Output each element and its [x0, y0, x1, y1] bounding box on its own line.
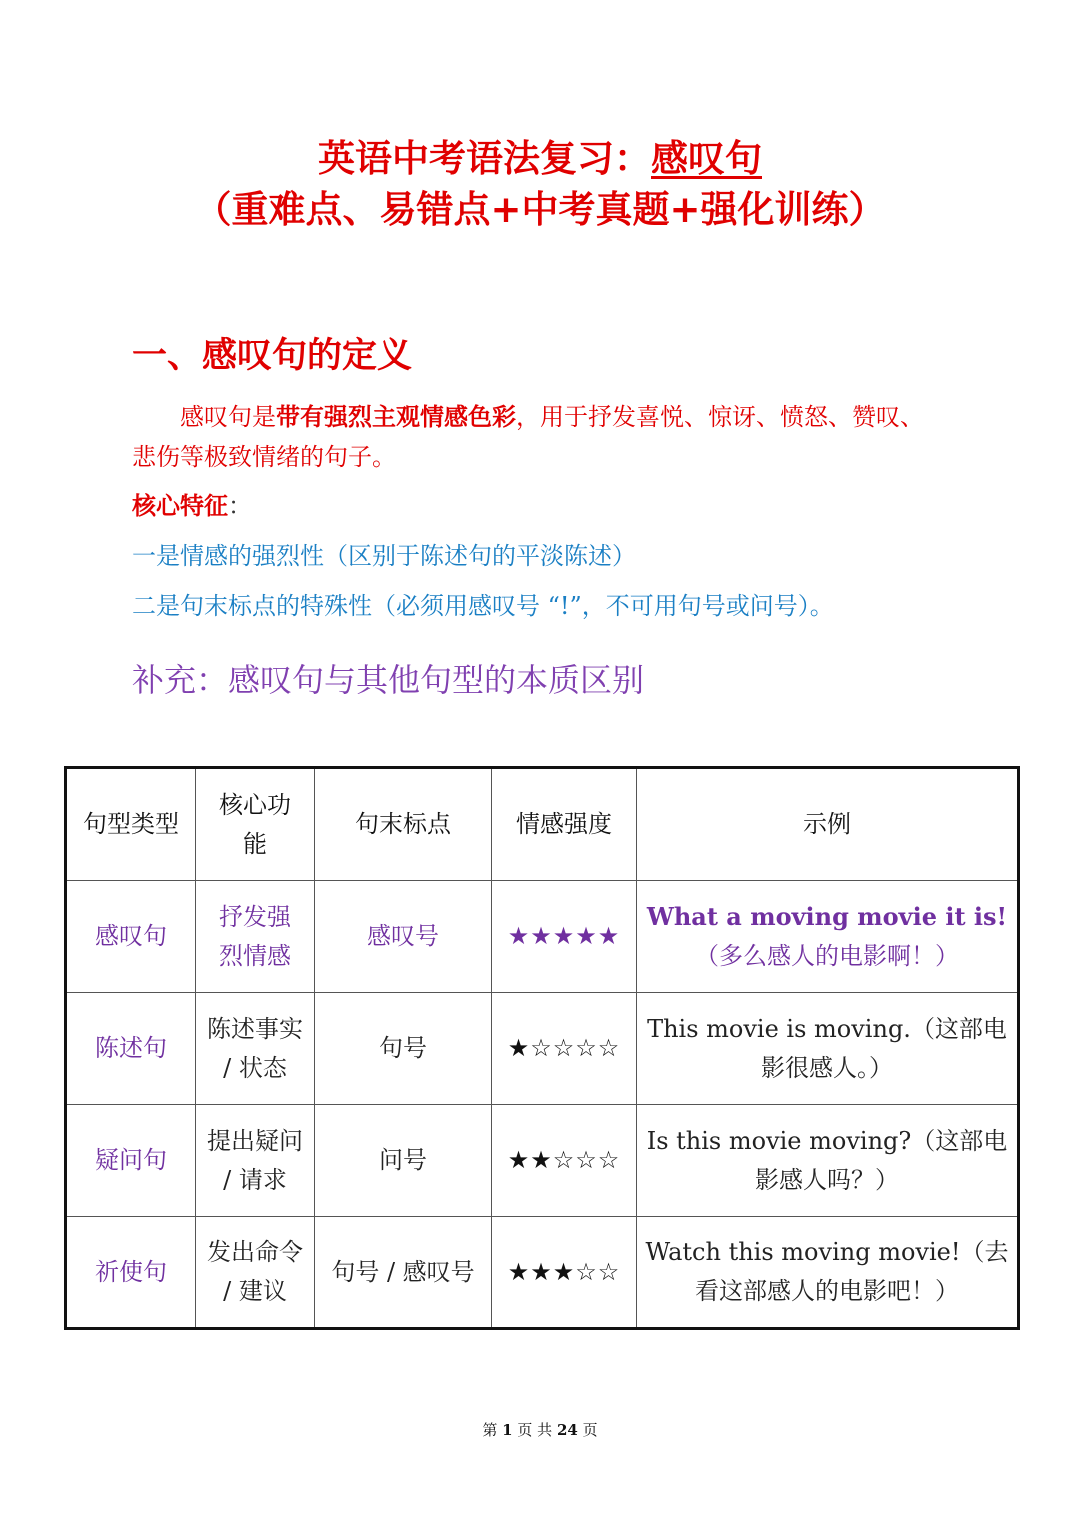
header-cell: 核心功能: [196, 768, 315, 881]
sentence-type-comparison-table: [64, 766, 1020, 1330]
table-row: [66, 1217, 1019, 1329]
page-subtitle: （重难点、易错点+中考真题+强化训练）: [194, 188, 886, 231]
empty-stars: ☆☆☆: [552, 1146, 621, 1174]
type-cell: 陈述句: [66, 993, 196, 1105]
type-cell: 祈使句: [66, 1217, 196, 1329]
filled-stars: ★★★★★: [507, 922, 621, 950]
example-chinese: （这部电影很感人。）: [761, 1014, 1007, 1082]
example-cell: [637, 1105, 1019, 1217]
definition-text-bold: 带有强烈主观情感色彩: [276, 402, 516, 431]
footer-total-pages: 24: [556, 1421, 578, 1439]
function-cell: 陈述事实 / 状态: [196, 993, 315, 1105]
table-row: [66, 881, 1019, 993]
header-cell: 示例: [637, 768, 1019, 881]
header-cell: 情感强度: [492, 768, 637, 881]
footer-page-number: 1: [502, 1421, 513, 1439]
header-cell: 句末标点: [315, 768, 492, 881]
example-chinese: （这部电影感人吗？）: [755, 1126, 1008, 1194]
example-english: Watch this moving movie!: [645, 1238, 961, 1266]
example-chinese: （多么感人的电影啊！）: [695, 942, 959, 970]
footer-pre: 第: [482, 1421, 498, 1439]
strength-cell: [492, 993, 637, 1105]
star-rating: [508, 1146, 621, 1174]
star-rating: [508, 1034, 621, 1062]
filled-stars: ★★★: [507, 1257, 576, 1286]
punct-cell: 句号 / 感叹号: [315, 1217, 492, 1329]
definition-text-b: ，用于抒发喜悦、惊讶、愤怒、赞叹、悲伤等极致情绪的句子。: [132, 403, 924, 471]
table-header-row: [66, 768, 1019, 881]
page-footer: [0, 1418, 1080, 1442]
punct-cell: 感叹号: [315, 881, 492, 993]
function-cell: 抒发强烈情感: [196, 881, 315, 993]
definition-text-a: 感叹句是: [180, 403, 276, 431]
star-rating: [508, 922, 621, 950]
empty-stars: ☆☆☆☆: [530, 1034, 621, 1062]
core-label-text: 核心特征: [132, 491, 228, 520]
example-cell: [637, 1217, 1019, 1329]
type-cell: 疑问句: [66, 1105, 196, 1217]
example-chinese: （去看这部感人的电影吧！）: [695, 1238, 1009, 1305]
strength-cell: [492, 1217, 637, 1329]
table-row: [66, 1105, 1019, 1217]
header-cell: 句型类型: [66, 768, 196, 881]
example-cell: [637, 881, 1019, 993]
title-prefix: 英语中考语法复习：: [318, 137, 651, 180]
example-english: What a moving movie it is!: [646, 902, 1008, 931]
page-title: [0, 135, 1080, 183]
example-english: This movie is moving.: [647, 1014, 911, 1043]
empty-stars: ☆☆: [575, 1257, 621, 1286]
feature-item-1: 一是情感的强烈性（区别于陈述句的平淡陈述）: [132, 542, 636, 570]
example-cell: [637, 993, 1019, 1105]
star-rating: [508, 1258, 621, 1286]
function-cell: 提出疑问 / 请求: [196, 1105, 315, 1217]
title-topic: 感叹句: [651, 137, 762, 180]
table-row: [66, 993, 1019, 1105]
example-english: Is this movie moving?: [646, 1126, 912, 1155]
definition-paragraph: [132, 397, 932, 477]
punct-cell: 句号: [315, 993, 492, 1105]
filled-stars: ★: [507, 1034, 531, 1062]
strength-cell: [492, 881, 637, 993]
supplement-heading: 补充：感叹句与其他句型的本质区别: [132, 661, 645, 699]
punct-cell: 问号: [315, 1105, 492, 1217]
type-cell: 感叹句: [66, 881, 196, 993]
section-heading-definition: 一、感叹句的定义: [132, 335, 413, 376]
core-features-label: [132, 486, 252, 526]
feature-item-2: 二是句末标点的特殊性（必须用感叹号 “!”，不可用句号或问号）。: [132, 592, 834, 620]
function-cell: 发出命令 / 建议: [196, 1217, 315, 1329]
filled-stars: ★★: [507, 1146, 553, 1174]
strength-cell: [492, 1105, 637, 1217]
core-label-colon: ：: [228, 492, 252, 520]
footer-mid: 页 共: [517, 1421, 553, 1439]
footer-post: 页: [582, 1421, 598, 1439]
